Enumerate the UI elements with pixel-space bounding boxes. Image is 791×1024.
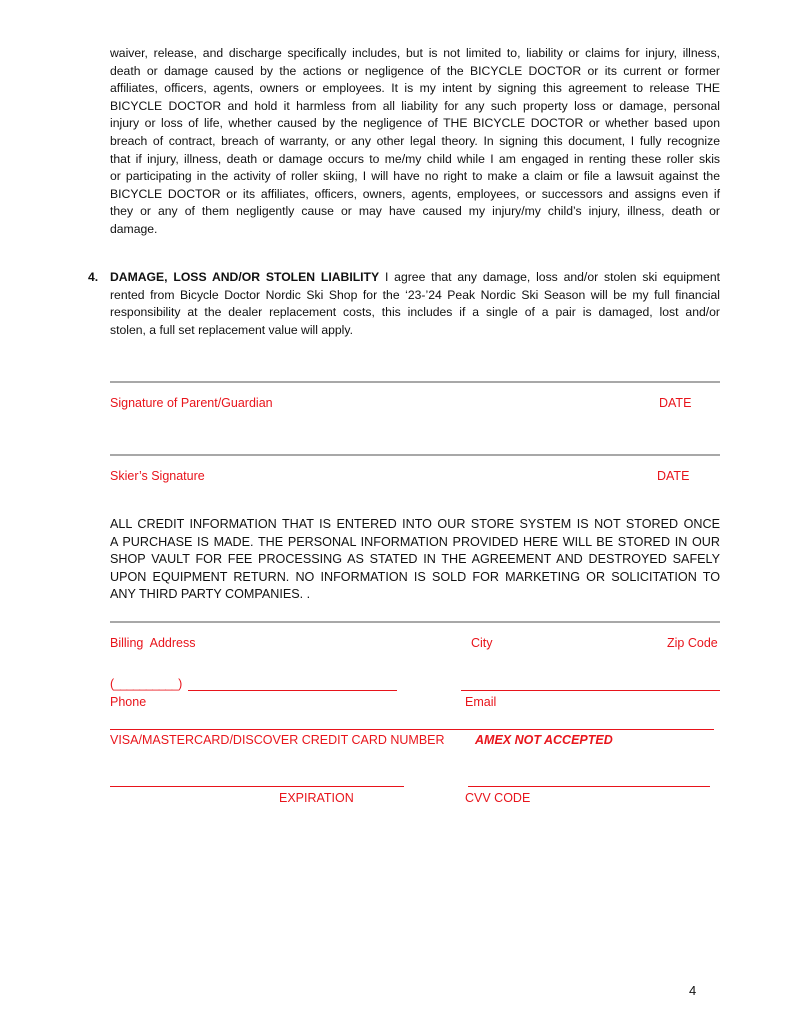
section-4-line: stolen, a full set replacement value will apply. [110,322,353,337]
billing-address-label: Billing Address [110,636,196,650]
parent-signature-label: Signature of Parent/Guardian [110,396,273,410]
waiver-line: affiliates, officers, agents, owners or employees. It is my intent by signing this agreement to release THE [110,81,720,96]
billing-address-line[interactable] [110,621,720,623]
waiver-line: injury or loss of life, whether caused by the negligence of THE BICYCLE DOCTOR or whether based upon [110,116,720,131]
phone-label: Phone [110,695,147,709]
section-4-heading: DAMAGE, LOSS AND/OR STOLEN LIABILITY [110,270,380,284]
privacy-notice [110,516,720,604]
card-number-line[interactable] [110,729,714,730]
expiration-label: EXPIRATION [279,791,354,805]
waiver-line: BICYCLE DOCTOR and hold it harmless from all liability for any such property loss or damage, personal [110,98,720,113]
phone-area-code-field[interactable]: (__________) [110,677,182,691]
waiver-line: waiver, release, and discharge specifically includes, but is not limited to, liability or claims for injury, illness, [110,46,720,60]
privacy-line: ALL CREDIT INFORMATION THAT IS ENTERED INTO OUR STORE SYSTEM IS NOT STORED ONCE [110,517,720,531]
section-4-line: rented from Bicycle Doctor Nordic Ski Shop for the ‘23-’24 Peak Nordic Ski Season will be my full financial [110,287,720,302]
amex-not-accepted-note: AMEX NOT ACCEPTED [475,733,613,747]
waiver-paragraph [110,45,720,239]
cvv-line[interactable] [468,786,710,787]
waiver-line: breach of contract, breach of warranty, or any other legal theory. In signing this document, I fully recognize [110,133,720,148]
privacy-line: SHOP VAULT FOR FEE PROCESSING AS STATED IN THE AGREEMENT AND DESTROYED SAFELY [110,552,720,567]
section-4-first-line-text: I agree that any damage, loss and/or stolen ski equipment [379,270,720,284]
waiver-line: BICYCLE DOCTOR or its affiliates, officers, owners, agents, employees, or successors and assigns even if [110,186,720,201]
expiration-line[interactable] [110,786,404,787]
parent-signature-line[interactable] [110,381,720,383]
phone-number-line[interactable] [188,690,397,691]
skier-signature-line[interactable] [110,454,720,456]
cvv-label: CVV CODE [465,791,531,805]
waiver-line: death or damage caused by the actions or negligence of the BICYCLE DOCTOR or its current or former [110,63,720,78]
skier-signature-label: Skier’s Signature [110,469,205,483]
city-label: City [471,636,493,650]
zip-code-label: Zip Code [667,636,718,650]
privacy-line: ANY THIRD PARTY COMPANIES. . [110,587,311,602]
page-number: 4 [689,983,697,998]
card-number-label: VISA/MASTERCARD/DISCOVER CREDIT CARD NUMBER [110,733,445,747]
waiver-line: they or any of them negligently cause or may have caused my injury/my child’s injury, illness, death or [110,204,720,219]
section-4-paragraph [110,269,720,339]
section-4-line: responsibility at the dealer replacement costs, this includes if a single of a pair is damaged, lost and/or [110,305,720,320]
waiver-line: damage. [110,221,158,236]
waiver-line: that if injury, illness, death or damage occurs to me/my child while I am engaged in renting these roller skis [110,151,720,166]
parent-date-label: DATE [659,396,692,410]
section-4-first-line [110,269,720,287]
section-number: 4. [88,270,99,284]
waiver-line: or participating in the activity of roller skiing, I will have no right to make a claim or file a lawsuit against the [110,169,720,184]
privacy-line: A PURCHASE IS MADE. THE PERSONAL INFORMATION PROVIDED HERE WILL BE STORED IN OUR [110,534,720,549]
email-label: Email [465,695,497,709]
skier-date-label: DATE [657,469,690,483]
email-line[interactable] [461,690,720,691]
privacy-line: UPON EQUIPMENT RETURN. NO INFORMATION IS SOLD FOR MARKETING OR SOLICITATION TO [110,569,720,584]
